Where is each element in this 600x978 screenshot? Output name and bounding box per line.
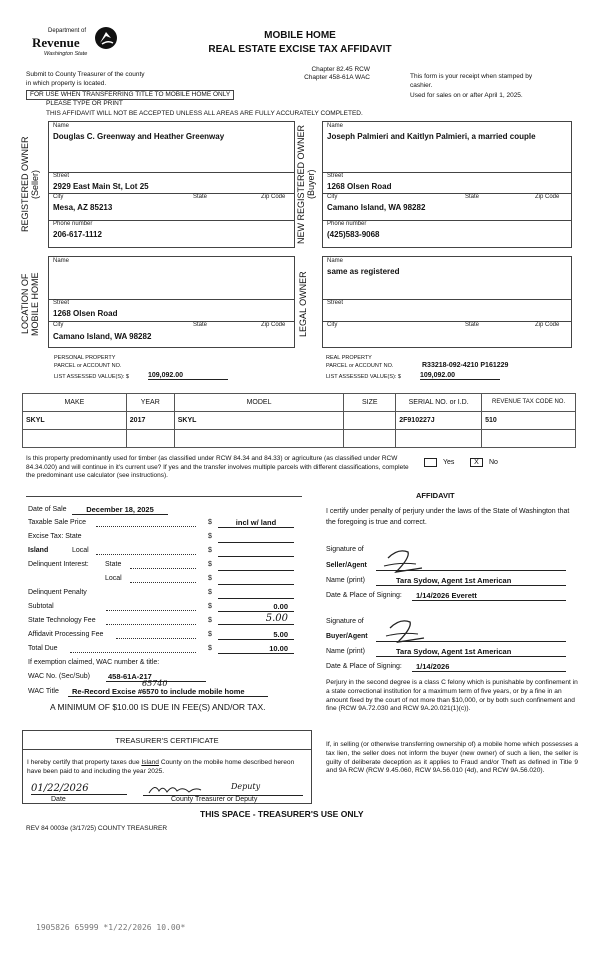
legal-side-label: LEGAL OWNER [298,271,308,337]
seller-signature-icon [382,546,428,576]
buyer-city: Camano Island, WA 98282 [327,203,426,212]
leader-dots [96,554,196,555]
yes-checkbox[interactable] [424,458,437,467]
delinquent-local-line [218,584,294,585]
date-of-sale-label: Date of Sale [28,506,67,513]
real-assessed-label: LIST ASSESSED VALUE(S): $ [326,374,401,380]
location-city-label: City [53,322,64,328]
real-assessed-value: 109,092.00 [420,372,500,380]
location-zip-label: Zip Code [261,322,286,328]
dollar-sign: $ [208,589,212,596]
dollar-sign: $ [208,533,212,540]
real-property-label: REAL PROPERTY [326,355,372,361]
delinquent-penalty-line [218,598,294,599]
yes-label: Yes [442,459,455,467]
buyer-phone-label: Phone number [327,221,367,227]
seller-street-label: Street [53,173,70,179]
not-accepted: THIS AFFIDAVIT WILL NOT BE ACCEPTED UNLESS ALL AREAS ARE FULLY ACCURATELY COMPLETED. [46,110,363,117]
divider [49,321,294,322]
location-state-label: State [193,322,208,328]
divider [49,172,294,173]
seller-zip-label: Zip Code [261,194,286,200]
excise-state-label: Excise Tax: State [28,533,82,540]
dor-logo [30,26,120,66]
receipt-stamp: 1905826 65999 *1/22/2026 10.00* [36,923,186,932]
table-row [23,412,576,430]
dollar-sign: $ [208,575,212,582]
cell-empty [23,430,127,448]
col-tax-code: REVENUE TAX CODE NO. [482,394,576,412]
minimum-due: A MINIMUM OF $10.00 IS DUE IN FEE(S) AND/OR TAX. [50,702,266,712]
treasurer-county: Island [141,759,159,766]
real-parcel-value: R33218-092-4210 P161229 [422,362,509,369]
location-side-label: LOCATION OF MOBILE HOME [20,272,40,336]
cell-empty [396,430,482,448]
seller-side-label: REGISTERED OWNER (Seller) [20,136,40,232]
personal-parcel-label: PARCEL or ACCOUNT NO. [54,363,122,369]
seller-agent-label: Seller/Agent [326,562,367,569]
cell-year: 2017 [126,412,174,430]
affidavit-title: AFFIDAVIT [416,491,455,500]
tech-fee-label: State Technology Fee [28,617,96,624]
wac-title-value: Re-Record Excise #6570 to include mobile home [68,687,268,697]
personal-assessed-value: 109,092.00 [148,372,228,380]
subtotal-label: Subtotal [28,603,54,610]
buyer-sig-label: Signature of [326,618,364,625]
buyer-street: 1268 Olsen Road [327,182,392,191]
seller-date-place-label: Date & Place of Signing: [326,592,402,599]
seller-city: Mesa, AZ 85213 [53,203,113,212]
logo-state: Washington State [44,51,88,57]
leader-dots [96,526,196,527]
date-of-sale: December 18, 2025 [72,505,168,515]
seller-city-label: City [53,194,64,200]
logo-revenue: Revenue [32,35,80,50]
leader-dots [70,652,196,653]
treasurer-text-pre: I hereby certify that property taxes due [27,759,140,766]
table-row [23,430,576,448]
timber-no[interactable] [470,458,498,467]
divider [323,321,571,322]
cell-serial: 2F910227J [396,412,482,430]
cell-empty [174,430,344,448]
subtotal-value: 0.00 [218,602,294,612]
buyer-name: Joseph Palmieri and Kaitlyn Palmieri, a married couple [327,132,536,141]
seller-print-name: Tara Sydow, Agent 1st American [376,576,566,586]
buyer-name-print-label: Name (print) [326,648,365,655]
cell-empty [126,430,174,448]
no-checkbox[interactable]: X [470,458,483,467]
seller-name: Douglas C. Greenway and Heather Greenway [53,132,225,141]
lien-notice: If, in selling (or otherwise transferring ownership of) a mobile home which possesses a tax lien, the seller does not inform the buyer (new owner) of such a lien, the seller is guilty of deliberate deception as it applies to Fraud and/or Theft as defined in Title 9 and 9A RCW (RCW 9.45.060, RCW 9A.56.010 (4d), and RCW 9A.56.020). [326,741,578,775]
treasurer-certificate [22,730,312,804]
seller-state-label: State [193,194,208,200]
excise-county: Island [28,547,49,554]
legal-zip-label: Zip Code [535,322,560,328]
treasurer-deputy-handwritten: Deputy [231,782,261,791]
chapter-2: Chapter 458-61A WAC [304,74,370,81]
legal-street-label: Street [327,300,344,306]
legal-city-label: City [327,322,338,328]
form-revision: REV 84 0003e (3/17/25) COUNTY TREASURER [26,825,168,832]
leader-dots [130,582,196,583]
seller-sig-label: Signature of [326,546,364,553]
delinquent-state-label: State [105,561,122,568]
buyer-city-label: City [327,194,338,200]
excise-state-line [218,542,294,543]
wac-title-label: WAC Title [28,688,59,695]
buyer-phone: (425)583-9068 [327,230,380,239]
legal-name: same as registered [327,267,400,276]
leader-dots [116,638,196,639]
buyer-name-label: Name [327,123,344,129]
location-name-label: Name [53,258,70,264]
cell-make: SKYL [23,412,127,430]
use-date: Used for sales on or after April 1, 2025. [410,92,523,99]
leader-dots [106,624,196,625]
logo-dept: Department of [48,28,87,34]
processing-fee-label: Affidavit Processing Fee [28,631,104,638]
total-due-label: Total Due [28,645,58,652]
treasurer-title: TREASURER'S CERTIFICATE [115,736,219,745]
receipt-line-1: This form is your receipt when stamped by [410,73,533,80]
affidavit-certify: I certify under penalty of perjury under the laws of the State of Washington that the foregoing is true and correct. [326,508,570,526]
form-title-1: MOBILE HOME [264,30,336,41]
cell-empty [482,430,576,448]
personal-assessed-label: LIST ASSESSED VALUE(S): $ [54,374,129,380]
leader-dots [106,610,196,611]
buyer-date-place-label: Date & Place of Signing: [326,663,402,670]
treasurer-signature-label: County Treasurer or Deputy [171,796,258,803]
divider [323,299,571,300]
excise-local-line [218,556,294,557]
no-label: No [488,459,498,467]
seller-street: 2929 East Main St, Lot 25 [53,182,149,191]
seller-name-print-label: Name (print) [326,577,365,584]
mobile-home-table [22,393,576,448]
divider [323,193,571,194]
buyer-side-label: NEW REGISTERED OWNER (Buyer) [296,124,316,244]
delinquent-local-label: Local [105,575,122,582]
buyer-street-label: Street [327,173,344,179]
col-size: SIZE [344,394,396,412]
perjury-notice: Perjury in the second degree is a class C felony which is punishable by confinement in a state correctional institution for a maximum term of five years, or by a fine in an amount fixed by the court of not more than $10,000, or by both such confinement and fine (RCW 9A.72.030 and RCW 9A.20.021(1)(c)). [326,679,578,713]
timber-yes[interactable] [424,458,454,467]
seller-box [48,121,295,248]
divider [49,299,294,300]
wac-no-label: WAC No. (Sec/Sub) [28,673,90,680]
delinquent-interest-label: Delinquent Interest: [28,561,89,568]
wac-no-value: 458-61A-217 [106,672,206,682]
treasurer-signature-icon [147,781,203,797]
submit-line-2: in which property is located. [26,80,107,87]
delinquent-state-line [218,570,294,571]
dollar-sign: $ [208,631,212,638]
dollar-sign: $ [208,645,212,652]
dollar-sign: $ [208,603,212,610]
location-city: Camano Island, WA 98282 [53,332,152,341]
cell-tax-code: 510 [482,412,576,430]
wac-handwritten-number: 65740 [142,679,168,688]
seller-phone: 206-617-1112 [53,230,102,239]
taxable-price: incl w/ land [218,518,294,528]
buyer-date-place: 1/14/2026 [412,662,566,672]
legal-state-label: State [465,322,480,328]
buyer-agent-label: Buyer/Agent [326,633,368,640]
submit-line-1: Submit to County Treasurer of the county [26,71,145,78]
seller-date-place: 1/14/2026 Everett [412,591,566,601]
location-street: 1268 Olsen Road [53,309,118,318]
divider [23,749,311,750]
processing-fee-value: 5.00 [218,630,294,640]
taxable-price-label: Taxable Sale Price [28,519,86,526]
col-year: YEAR [126,394,174,412]
location-street-label: Street [53,300,70,306]
dollar-sign: $ [208,561,212,568]
exemption-label: If exemption claimed, WAC number & title: [28,659,160,666]
treasurer-text-post: County on the mobile home described hereon have been paid to and including the year 2025. [27,759,295,775]
col-serial: SERIAL NO. or I.D. [396,394,482,412]
timber-question: Is this property predominantly used for timber (as classified under RCW 84.34 and 84.33) or agriculture (as classified under RCW 84.34.020) and will continue in it's current use? If yes and the transfer involves multiple parcels with different classifications, complete the predominant use calculator (see instructions). [26,455,409,479]
col-make: MAKE [23,394,127,412]
divider [323,172,571,173]
transfer-note: FOR USE WHEN TRANSFERRING TITLE TO MOBILE HOME ONLY [26,90,234,100]
buyer-print-name: Tara Sydow, Agent 1st American [376,647,566,657]
cell-empty [344,430,396,448]
dollar-sign: $ [208,519,212,526]
buyer-zip-label: Zip Code [535,194,560,200]
treasurer-use-only: THIS SPACE - TREASURER'S USE ONLY [200,809,364,819]
legal-box [322,256,572,348]
divider [26,496,302,497]
treasurer-text [27,758,307,776]
leader-dots [130,568,196,569]
cell-model: SKYL [174,412,344,430]
buyer-box [322,121,572,248]
tech-fee-value: 5.00 [218,613,294,625]
dollar-sign: $ [208,617,212,624]
please-print: PLEASE TYPE OR PRINT [46,100,123,107]
location-box [48,256,295,348]
real-parcel-label: PARCEL or ACCOUNT NO. [326,363,394,369]
total-due-value: 10.00 [218,644,294,654]
dollar-sign: $ [208,547,212,554]
delinquent-penalty-label: Delinquent Penalty [28,589,87,596]
buyer-state-label: State [465,194,480,200]
form-title-2: REAL ESTATE EXCISE TAX AFFIDAVIT [208,44,392,55]
receipt-line-2: cashier. [410,82,433,89]
treasurer-date: 01/22/2026 [31,783,127,795]
table-header-row [23,394,576,412]
divider [49,193,294,194]
cell-size [344,412,396,430]
personal-property-label: PERSONAL PROPERTY [54,355,116,361]
seller-name-label: Name [53,123,70,129]
chapter-1: Chapter 82.45 RCW [311,66,370,73]
legal-name-label: Name [327,258,344,264]
excise-local-label: Local [72,547,89,554]
col-model: MODEL [174,394,344,412]
seller-phone-label: Phone number [53,221,93,227]
buyer-signature-icon [384,616,430,646]
revenue-logo-icon [94,26,118,50]
treasurer-date-label: Date [51,796,66,803]
